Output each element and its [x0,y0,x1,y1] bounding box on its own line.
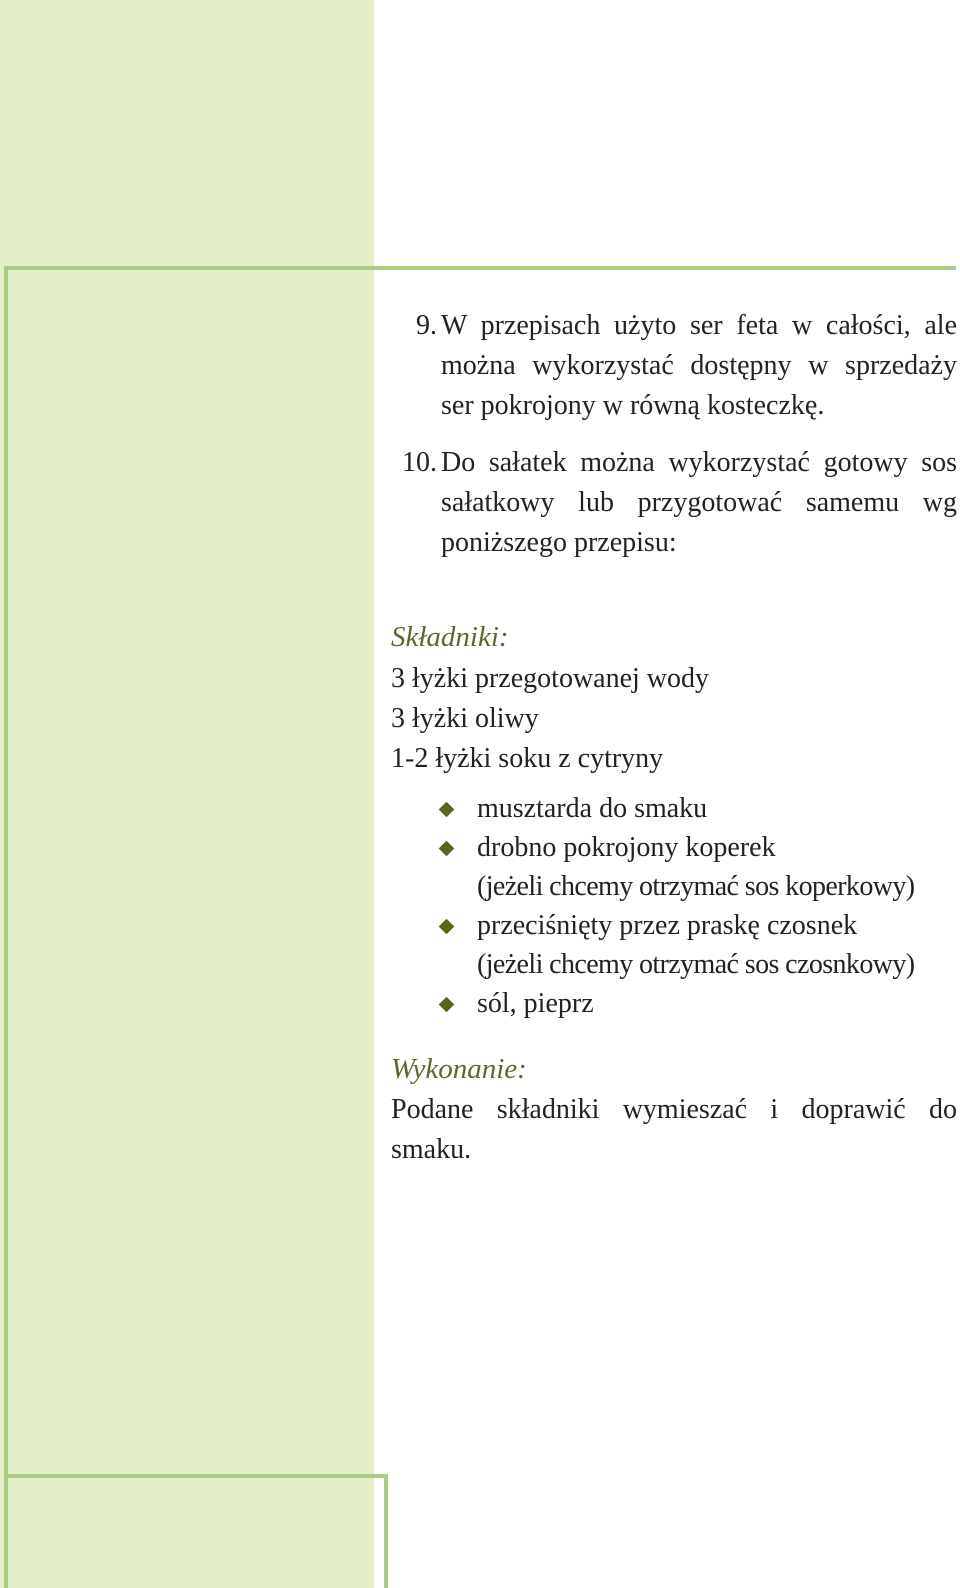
list-item [391,984,957,1023]
note-text: W przepisach użyto ser feta w całości, ale można wykorzystać dostępny w sprzedaży ser pokrojony w równą kosteczkę. [441,310,957,421]
diamond-bullet-icon [439,841,455,857]
list-item [391,789,957,828]
note-text: Do sałatek można wykorzystać gotowy sos sałatkowy lub przygotować samemu wg poniższego przepisu: [441,447,957,558]
ingredient-line: 1-2 łyżki soku z cytryny [391,743,664,774]
diamond-bullet-icon [439,802,455,818]
frame-top-line [4,266,956,270]
ingredient-line: 3 łyżki przegotowanej wody [391,663,710,694]
bullet-note: (jeżeli chcemy otrzymać sos czosnkowy) [477,949,915,980]
ingredients-heading: Składniki: [391,621,509,653]
optional-ingredients-list [391,789,957,1023]
bullet-note: (jeżeli chcemy otrzymać sos koperkowy) [477,871,915,902]
bullet-text: sól, pieprz [477,988,594,1019]
ingredient-line: 3 łyżki oliwy [391,703,539,734]
method-heading: Wykonanie: [391,1053,527,1085]
note-number: 10. [402,447,437,478]
list-item [391,906,957,984]
diamond-bullet-icon [439,919,455,935]
frame-bottom-right-line [384,1474,388,1588]
frame-left-line [4,266,8,1588]
side-panel [0,0,374,1588]
note-number: 9. [416,310,437,341]
bullet-text: musztarda do smaku [477,793,708,824]
diamond-bullet-icon [439,997,455,1013]
bullet-text: drobno pokrojony koperek [477,832,776,863]
list-item [391,828,957,906]
note-item-10 [391,443,957,563]
bullet-text: przeciśnięty przez praskę czosnek [477,910,858,941]
frame-bottom-line [4,1474,388,1478]
method-text: Podane składniki wymieszać i doprawić do smaku. [391,1094,957,1165]
note-item-9 [391,306,957,426]
